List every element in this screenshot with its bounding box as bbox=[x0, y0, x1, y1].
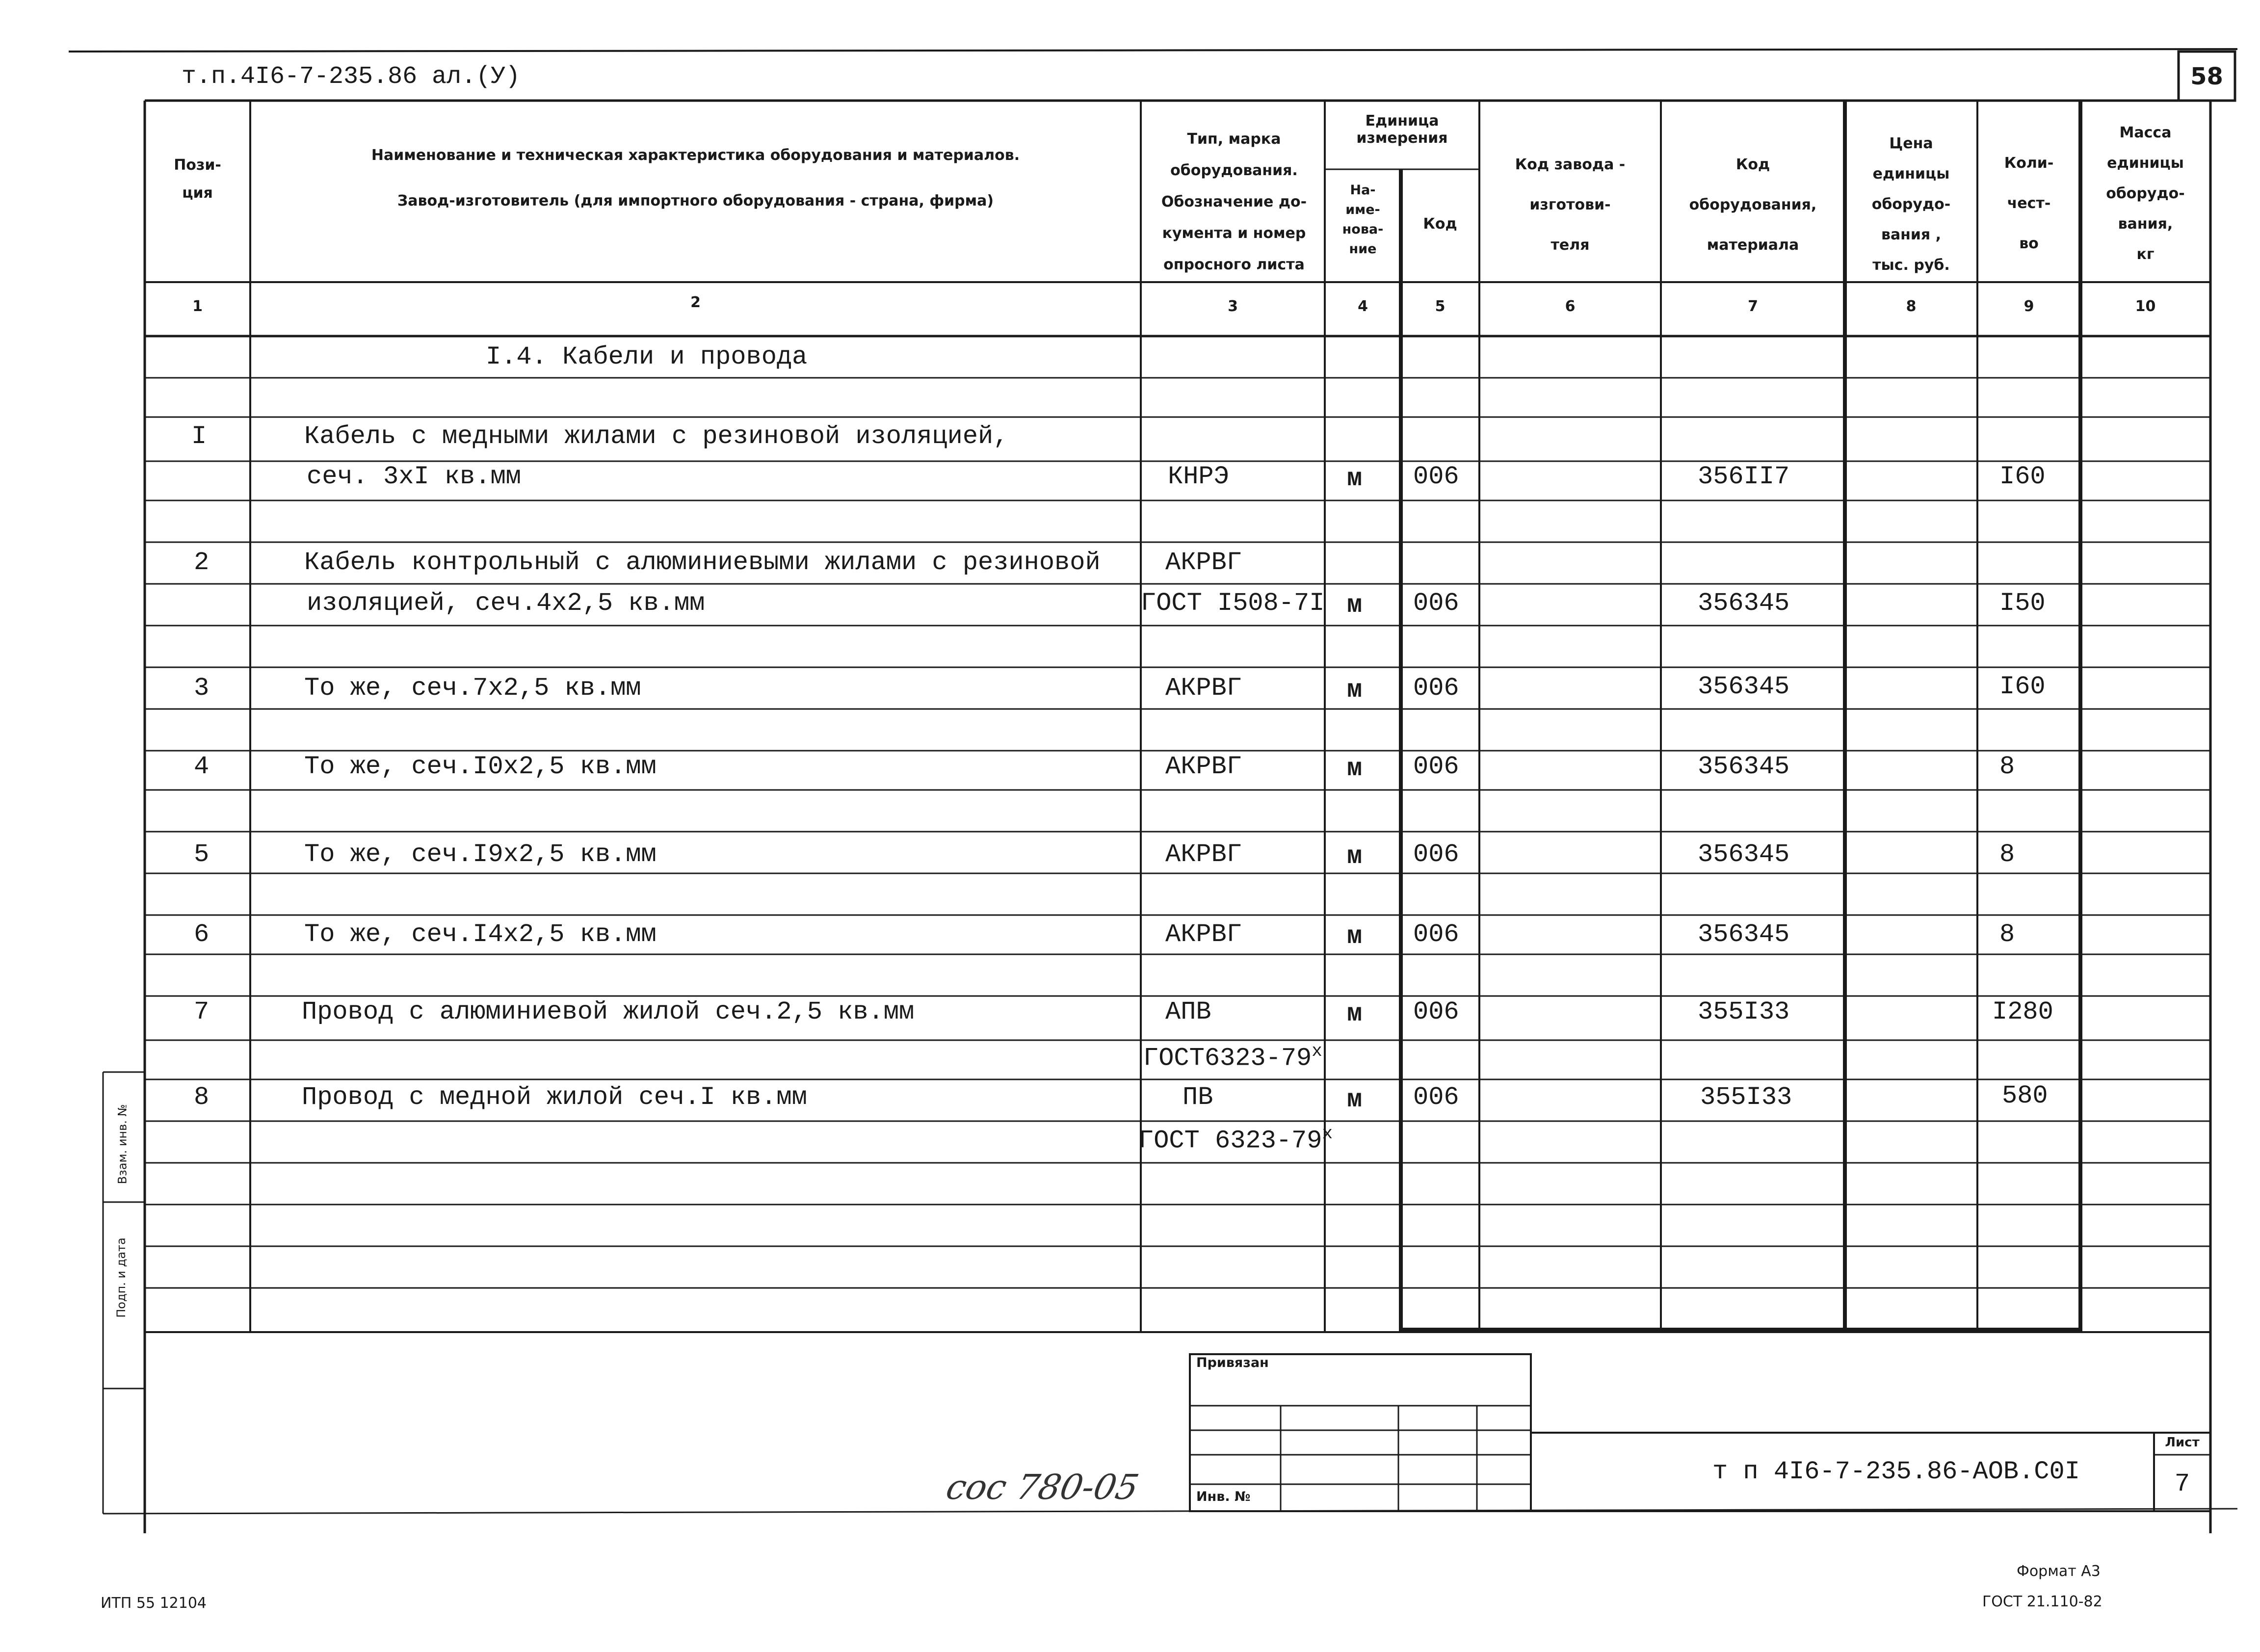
row-position: 6 bbox=[194, 920, 210, 949]
column-number: 10 bbox=[2135, 298, 2156, 315]
header-unit-code: Код bbox=[1423, 215, 1457, 233]
column-number: 7 bbox=[1748, 298, 1758, 315]
row-material-code: 356II7 bbox=[1698, 462, 1790, 491]
row-quantity: 8 bbox=[1999, 840, 2015, 869]
row-position: 4 bbox=[194, 752, 210, 781]
row-position: 8 bbox=[194, 1083, 210, 1112]
row-unit: м bbox=[1347, 464, 1363, 493]
row-quantity: I50 bbox=[1999, 589, 2046, 618]
header-unit-group: Единица измерения bbox=[1356, 112, 1448, 147]
header-position: Пози- ция bbox=[174, 157, 221, 202]
row-description: изоляцией, сеч.4х2,5 кв.мм bbox=[307, 589, 705, 618]
column-number: 4 bbox=[1358, 298, 1368, 315]
row-description: Провод с алюминиевой жилой сеч.2,5 кв.мм bbox=[302, 997, 915, 1026]
row-unit: м bbox=[1347, 999, 1363, 1028]
row-quantity: I60 bbox=[1999, 672, 2046, 701]
header-quantity: Коли- чест- во bbox=[2004, 155, 2054, 252]
row-material-code: 356345 bbox=[1698, 752, 1790, 781]
column-number: 8 bbox=[1906, 298, 1917, 315]
column-number: 1 bbox=[192, 298, 203, 315]
row-quantity: 8 bbox=[1999, 920, 2015, 949]
row-quantity: I280 bbox=[1992, 997, 2053, 1026]
stamp-sheet-label: Лист bbox=[2165, 1435, 2200, 1450]
row-material-code: 356345 bbox=[1698, 672, 1790, 701]
stamp-linked-label: Привязан bbox=[1196, 1355, 1269, 1370]
column-number: 3 bbox=[1228, 298, 1238, 315]
column-number: 9 bbox=[2023, 298, 2034, 315]
row-unit-code: 006 bbox=[1413, 589, 1459, 618]
row-quantity: 8 bbox=[1999, 752, 2015, 781]
row-description: То же, сеч.I9х2,5 кв.мм bbox=[304, 840, 657, 869]
row-unit: м bbox=[1347, 676, 1363, 705]
row-unit-code: 006 bbox=[1413, 840, 1459, 869]
row-description: сеч. 3хI кв.мм bbox=[307, 462, 521, 491]
row-position: I bbox=[191, 422, 207, 451]
row-quantity: I60 bbox=[1999, 462, 2046, 491]
row-material-code: 355I33 bbox=[1698, 997, 1790, 1026]
row-type-standard: ГОСТ I508-7I bbox=[1141, 589, 1325, 618]
row-type-standard: ГОСТ $6323-79^х$ bbox=[1138, 1124, 1333, 1155]
page-number: 58 bbox=[2190, 63, 2223, 90]
handwritten-note: сос 780-05 bbox=[943, 1467, 1142, 1507]
row-type-standard: $ГОСТ6323-79^х$ bbox=[1143, 1041, 1322, 1073]
row-position: 7 bbox=[194, 997, 210, 1026]
row-material-code: 356345 bbox=[1698, 920, 1790, 949]
row-material-code: 356345 bbox=[1698, 840, 1790, 869]
row-position: 5 bbox=[194, 840, 210, 869]
document-reference: т.п.4I6-7-235.86 ал.(У) bbox=[182, 63, 521, 91]
row-description: То же, сеч.7х2,5 кв.мм bbox=[304, 674, 641, 703]
row-quantity: 580 bbox=[2002, 1081, 2048, 1110]
column-number: 2 bbox=[690, 294, 701, 311]
header-material-code: Код оборудования, материала bbox=[1689, 156, 1817, 254]
row-position: 3 bbox=[194, 674, 210, 703]
row-unit-code: 006 bbox=[1413, 920, 1459, 949]
header-unit-name: На- име- нова- ние bbox=[1342, 183, 1384, 257]
row-type: АКРВГ bbox=[1165, 920, 1242, 949]
row-type: АКРВГ bbox=[1165, 752, 1242, 781]
row-description: Кабель с медными жилами с резиновой изоляцией, bbox=[304, 422, 1009, 451]
header-mass: Масса единицы оборудо- вания, кг bbox=[2106, 124, 2185, 263]
row-unit: м bbox=[1347, 591, 1363, 620]
row-type: АКРВГ bbox=[1165, 548, 1242, 577]
row-unit: м bbox=[1347, 754, 1363, 783]
row-position: 2 bbox=[194, 548, 210, 577]
row-unit-code: 006 bbox=[1413, 462, 1459, 491]
row-material-code: 356345 bbox=[1698, 589, 1790, 618]
row-unit: м bbox=[1347, 842, 1363, 871]
footer-format: Формат А3 bbox=[2017, 1563, 2101, 1580]
stamp-document-code: т п 4I6-7-235.86-АОВ.С0I bbox=[1712, 1457, 2080, 1486]
row-type: КНРЭ bbox=[1168, 462, 1229, 491]
section-title: I.4. Кабели и провода bbox=[486, 342, 808, 371]
row-type: АКРВГ bbox=[1165, 674, 1242, 703]
row-unit-code: 006 bbox=[1413, 674, 1459, 703]
row-description: То же, сеч.I0х2,5 кв.мм bbox=[304, 752, 657, 781]
row-unit: м bbox=[1347, 922, 1363, 951]
footer-itp: ИТП 55 12104 bbox=[101, 1595, 207, 1612]
row-description: Кабель контрольный с алюминиевыми жилами с резиновой bbox=[304, 548, 1101, 577]
row-unit-code: 006 bbox=[1413, 997, 1459, 1026]
row-type: АПВ bbox=[1165, 997, 1211, 1026]
row-unit-code: 006 bbox=[1413, 1083, 1459, 1112]
header-price: Цена единицы оборудо- вания , тыс. руб. bbox=[1871, 135, 1951, 274]
row-unit-code: 006 bbox=[1413, 752, 1459, 781]
row-type: ПВ bbox=[1183, 1083, 1213, 1112]
side-label-replaced-inventory: Взам. инв. № bbox=[115, 1104, 130, 1184]
row-type: АКРВГ bbox=[1165, 840, 1242, 869]
side-label-signature-date: Подп. и дата bbox=[114, 1237, 128, 1318]
row-unit: м bbox=[1347, 1085, 1363, 1114]
stamp-sheet-number: 7 bbox=[2174, 1469, 2190, 1498]
header-name: Наименование и техническая характеристика оборудования и материалов. Завод-изготовитель (для импортного оборудования - страна, фирма) bbox=[371, 147, 1020, 210]
column-number: 6 bbox=[1565, 298, 1576, 315]
header-type: Тип, марка оборудования. Обозначение до- кумента и номер опросного листа bbox=[1161, 131, 1307, 273]
row-material-code: 355I33 bbox=[1700, 1083, 1792, 1112]
footer-gost: ГОСТ 21.110-82 bbox=[1982, 1593, 2102, 1610]
row-description: Провод с медной жилой сеч.I кв.мм bbox=[302, 1083, 807, 1112]
column-number: 5 bbox=[1435, 298, 1445, 315]
row-description: То же, сеч.I4х2,5 кв.мм bbox=[304, 920, 657, 949]
stamp-inventory-label: Инв. № bbox=[1196, 1489, 1251, 1504]
header-plant-code: Код завода - изготови- теля bbox=[1515, 156, 1626, 254]
